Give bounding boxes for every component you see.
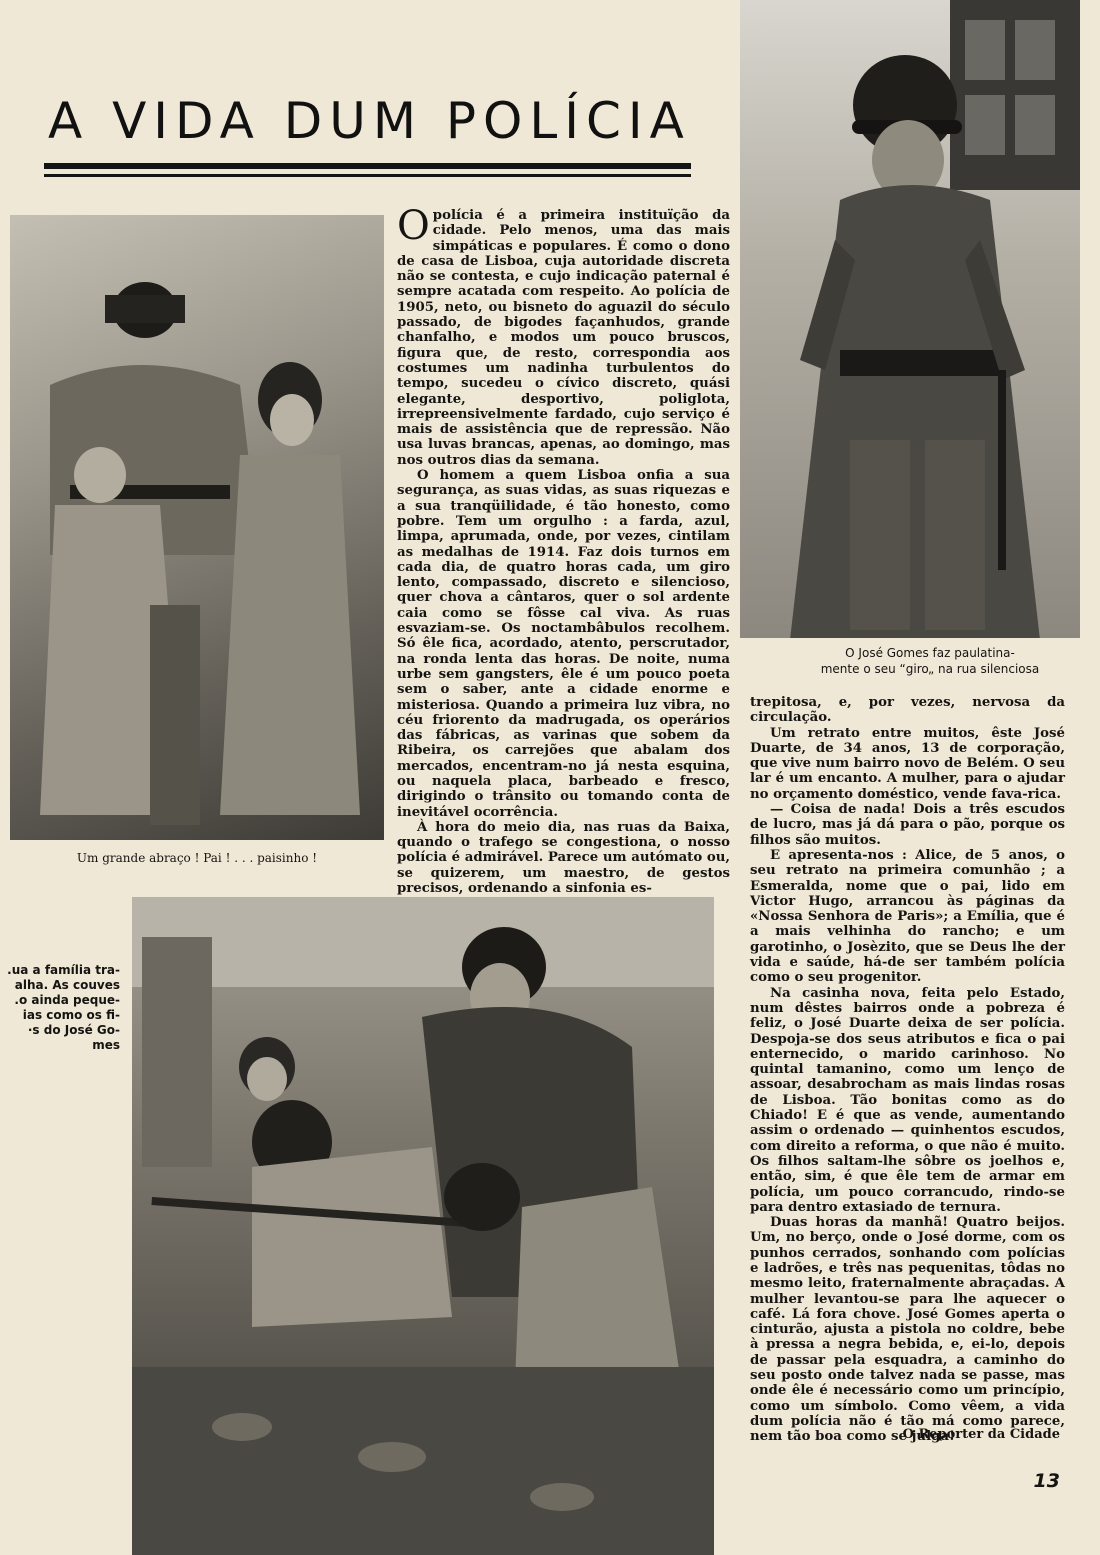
article-paragraph: — Coisa de nada! Dois a três escudos de lucro, mas já dá para o pão, porque os filhos são muitos. (750, 802, 1065, 848)
article-signature: O Reporter da Cidade (902, 1427, 1060, 1442)
title-rule-thin (44, 174, 691, 177)
policeman-caption-line2: mente o seu “giro„ na rua silenciosa (820, 662, 1040, 676)
article-paragraph: Na casinha nova, feita pelo Estado, num dêstes bairros onde a pobreza é feliz, o José Duarte deixa de ser polícia. Despoja-se dos seus atributos e fica o pai enternecido, o marido carinhoso. No quintal tamanino, como um lenço de assoar, desabrocham as mais lindas rosas de Lisboa. Tão bonitas como as do Chiado! E é que as vende, aumentando assim o ordenado — quinhentos escudos, com direito a reforma, o que não é muito. Os filhos saltam-lhe sôbre os joelhos e, então, sim, é que êle tem de armar em polícia, um pouco corrancudo, rindo-se para dentro extasiado de ternura. (750, 985, 1065, 1215)
policeman-illustration (740, 0, 1080, 638)
article-paragraph: À hora do meio dia, nas ruas da Baixa, quando o trafego se congestiona, o nosso polícia é admirável. Parece um autómato ou, se quizerem, um maestro, de gestos precisos, ordenando a sinfonia es- (397, 819, 730, 897)
article-paragraph: Opolícia é a primeira instituïção da cidade. Pelo menos, uma das mais simpáticas e populares. É como o dono de casa de Lisboa, cuja autoridade discreta não se contesta, e cujo indicação paternal é sempre acatada com respeito. Ao polícia de 1905, neto, ou bisneto do aguazil do século passado, de bigodes façanhudos, grande chanfalho, e modos um pouco bruscos, figura que, de resto, correspondia aos costumes um nadinha turbulentos do tempo, sucedeu o cívico discreto, quási elegante, desportivo, poliglota, irrepreensivelmente fardado, cujo serviço é mais de assistência que de repressão. Não usa luvas brancas, apenas, ao domingo, mas nos outros dias da semana. (397, 203, 730, 468)
page-title: A VIDA DUM POLÍCIA (48, 92, 691, 150)
article-paragraph: Duas horas da manhã! Quatro beijos. Um, no berço, onde o José dorme, com os punhos cerrados, sonhando com polícias e ladrões, e três nas pequenitas, tôdas no mesmo leito, fraternalmente abraçadas. A mulher levantou-se para lhe aquecer o café. Lá fora chove. José Gomes aperta o cinturão, ajusta a pistola no coldre, bebe à pressa a negra bebida, e, ei-lo, depois de passar pela esquadra, a caminho do seu posto onde talvez nada se passe, mas onde êle é necessário como um princípio, como um símbolo. Como vêem, a vida dum polícia não é tão má como parece, nem tão boa como se julga! (750, 1215, 1065, 1445)
embrace-caption: Um grande abraço ! Pai ! . . . paisinho ! (76, 851, 318, 865)
policeman-photo (740, 0, 1080, 638)
article-column-1 (397, 203, 730, 897)
garden-illustration (132, 897, 714, 1555)
policeman-caption (770, 645, 1090, 677)
page-number: 13 (1033, 1470, 1060, 1492)
embrace-illustration (10, 215, 384, 840)
article-paragraph: E apresenta-nos : Alice, de 5 anos, o seu retrato na primeira comunhão ; a Esmeralda, nome que o pai, lido em Victor Hugo, arrancou às páginas da «Nossa Senhora de Paris»; a Emília, que é a mais velhinha do rancho; e um garotinho, o Josèzito, que se Deus lhe der vida e saúde, há-de ser também polícia como o seu progenitor. (750, 847, 1065, 986)
garden-side-caption: .ua a família tra- alha. As couves .o ainda peque- ias como os fi- ·s do José Go- mes (7, 963, 120, 1052)
title-rule-thick (44, 163, 691, 169)
article-paragraph: O homem a quem Lisboa onfia a sua segurança, as suas vidas, as suas riquezas e a sua tranqüilidade, é tão honesto, como pobre. Tem um orgulho : a farda, azul, limpa, aprumada, onde, por vezes, cintilam as medalhas de 1914. Faz dois turnos em cada dia, de quatro horas cada, um giro lento, compassado, discreto e silencioso, quer chova a cântaros, quer o sol ardente caia como se fôsse cal viva. As ruas esvaziam-se. Os noctambâbulos recolhem. Só êle fica, acordado, atento, perscrutador, na ronda lenta das horas. De noite, numa urbe sem gangsters, êle é um pouco poeta sem o saber, ante a cidade enorme e misteriosa. Quando a primeira luz vibra, no céu friorento da madrugada, os operários das fábricas, as varinas que sobem da Ribeira, os carrejões que abalam dos mercados, encentram-no já nesta esquina, ou naquela placa, barbeado e fresco, dirigindo o trânsito ou tomando conta de inevitável ocorrência. (397, 468, 730, 820)
article-paragraph: trepitosa, e, por vezes, nervosa da circulação. (750, 695, 1065, 726)
article-column-2 (750, 695, 1065, 1445)
policeman-caption-line1: O José Gomes faz paulatina- (845, 646, 1015, 660)
article-paragraph: Um retrato entre muitos, êste José Duarte, de 34 anos, 13 de corporação, que vive num bairro novo de Belém. O seu lar é um encanto. A mulher, para o ajudar no orçamento doméstico, vende fava-rica. (750, 725, 1065, 802)
garden-photo (132, 897, 714, 1555)
embrace-photo (10, 215, 384, 840)
drop-cap: O (397, 203, 430, 249)
